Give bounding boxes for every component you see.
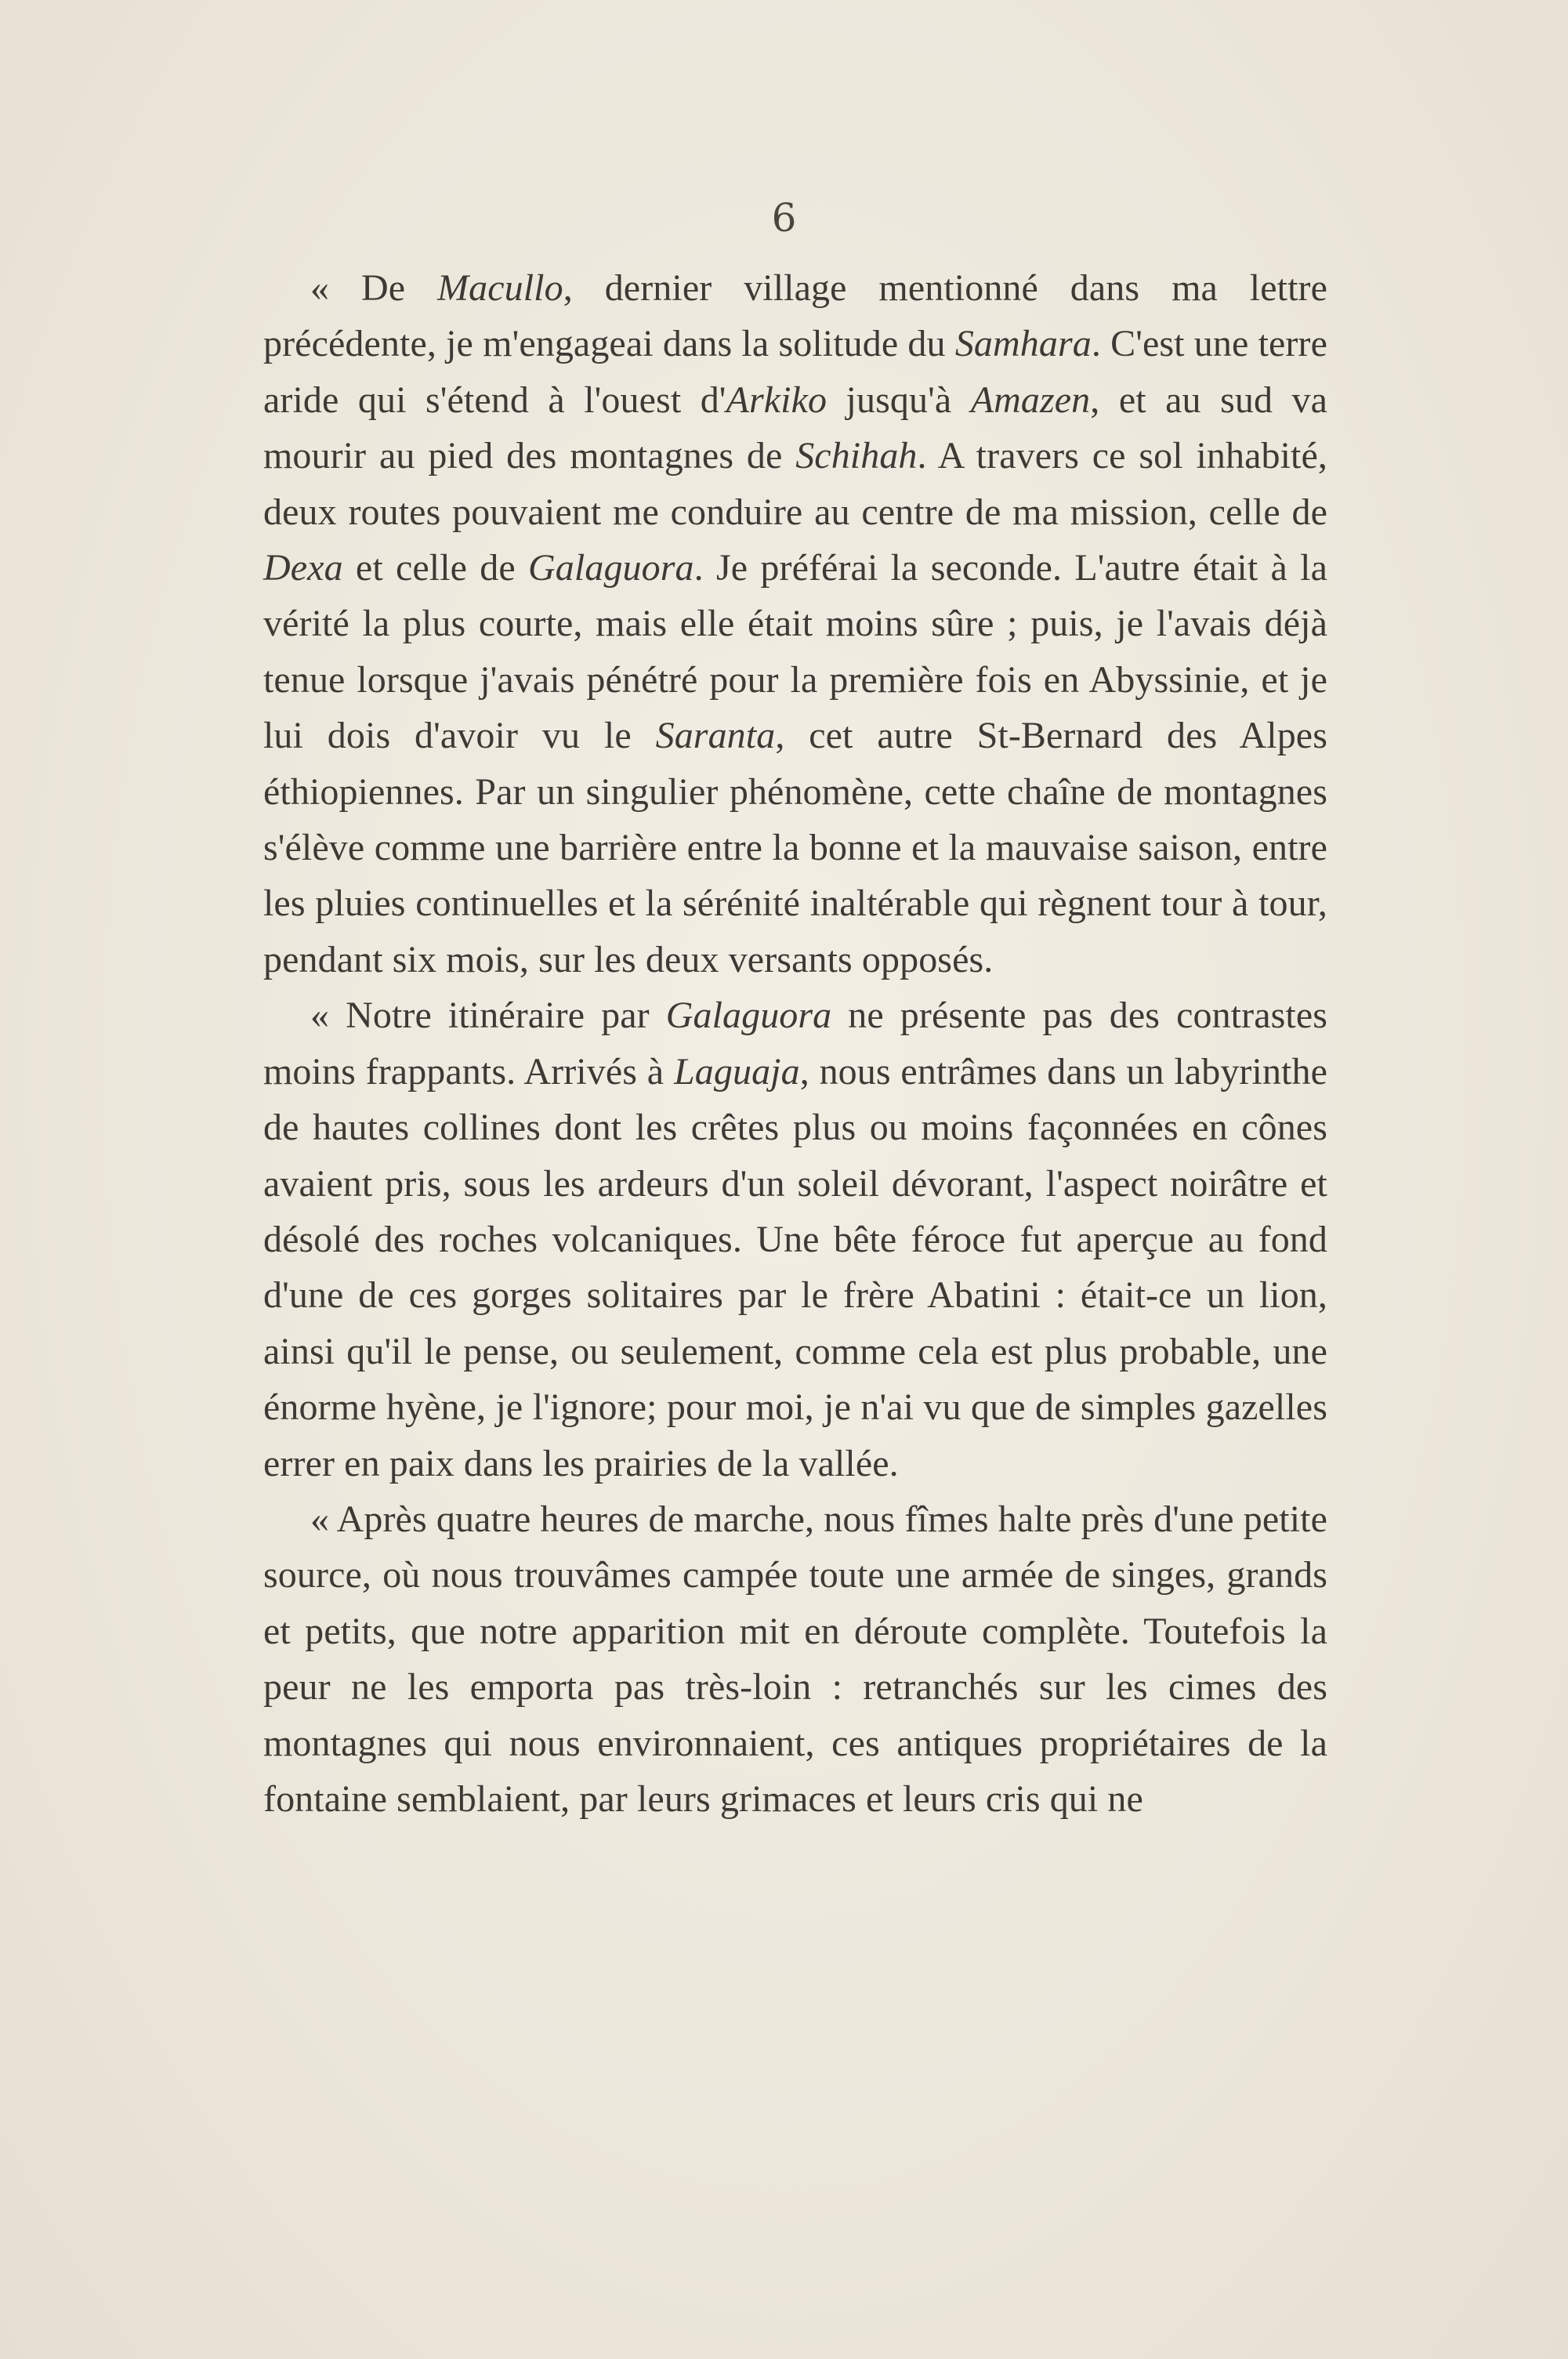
italic-place-name: Arkiko — [726, 379, 827, 421]
text-run: et celle de — [342, 547, 529, 589]
italic-place-name: Amazen — [970, 379, 1091, 421]
italic-place-name: Saranta — [655, 715, 776, 757]
text-run: , et au sud va mourir au pied des montagnes de — [263, 379, 1327, 477]
italic-place-name: Samhara — [954, 323, 1092, 365]
text-run: jusqu'à — [827, 379, 971, 421]
text-run: , dernier village mentionné dans ma lettre précédente, je m'engageai dans la solitude du — [263, 267, 1328, 365]
text-run: « Après quatre heures de marche, nous fîmes halte près d'une petite source, où nous trouvâmes campée toute une armée de singes, grands et petits, que notre apparition mit en déroute complète. Toutefois la peur ne les emporta pas très-loin : retranchés sur les cimes des montagnes qui nous environnaient, ces antiques propriétaires de la fontaine semblaient, par leurs grimaces et leurs cris qui ne — [263, 1498, 1327, 1820]
paragraph-1 — [263, 260, 1327, 987]
text-run: . C'est une terre aride qui s'étend à l'ouest d' — [263, 323, 1328, 421]
text-run: . Je préférai la seconde. L'autre était à la vérité la plus courte, mais elle était moins sûre ; puis, je l'avais déjà tenue lorsque j'avais pénétré pour la première fois en Abyssinie, et je lui dois d'avoir vu le — [263, 547, 1327, 757]
text-run: « Notre itinéraire par — [310, 995, 666, 1037]
body-text — [263, 260, 1327, 1827]
text-run: « De — [310, 267, 438, 309]
text-run: ne présente pas des contrastes moins frappants. Arrivés à — [263, 995, 1328, 1093]
italic-place-name: Schihah — [795, 435, 918, 477]
italic-place-name: Laguaja — [673, 1050, 800, 1093]
italic-place-name: Galaguora — [528, 547, 694, 589]
italic-place-name: Dexa — [263, 547, 343, 589]
italic-place-name: Galaguora — [665, 995, 832, 1037]
paragraph-2 — [263, 987, 1327, 1491]
page-number: 6 — [771, 195, 797, 241]
paragraph-3 — [263, 1491, 1327, 1827]
text-run: , cet autre St-Bernard des Alpes éthiopiennes. Par un singulier phénomène, cette chaîne de montagnes s'élève comme une barrière entre la bonne et la mauvaise saison, entre les pluies continuelles et la sérénité inaltérable qui règnent tour à tour, pendant six mois, sur les deux versants opposés. — [263, 715, 1327, 980]
text-run: . A travers ce sol inhabité, deux routes pouvaient me conduire au centre de ma mission, celle de — [263, 435, 1327, 533]
text-run: , nous entrâmes dans un labyrinthe de hautes collines dont les crêtes plus ou moins façonnées en cônes avaient pris, sous les ardeurs d'un soleil dévorant, l'aspect noirâtre et désolé des roches volcaniques. Une bête féroce fut aperçue au fond d'une de ces gorges solitaires par le frère Abatini : était-ce un lion, ainsi qu'il le pense, ou seulement, comme cela est plus probable, une énorme hyène, je l'ignore; pour moi, je n'ai vu que de simples gazelles errer en paix dans les prairies de la vallée. — [263, 1050, 1327, 1484]
italic-place-name: Macullo — [437, 267, 563, 309]
